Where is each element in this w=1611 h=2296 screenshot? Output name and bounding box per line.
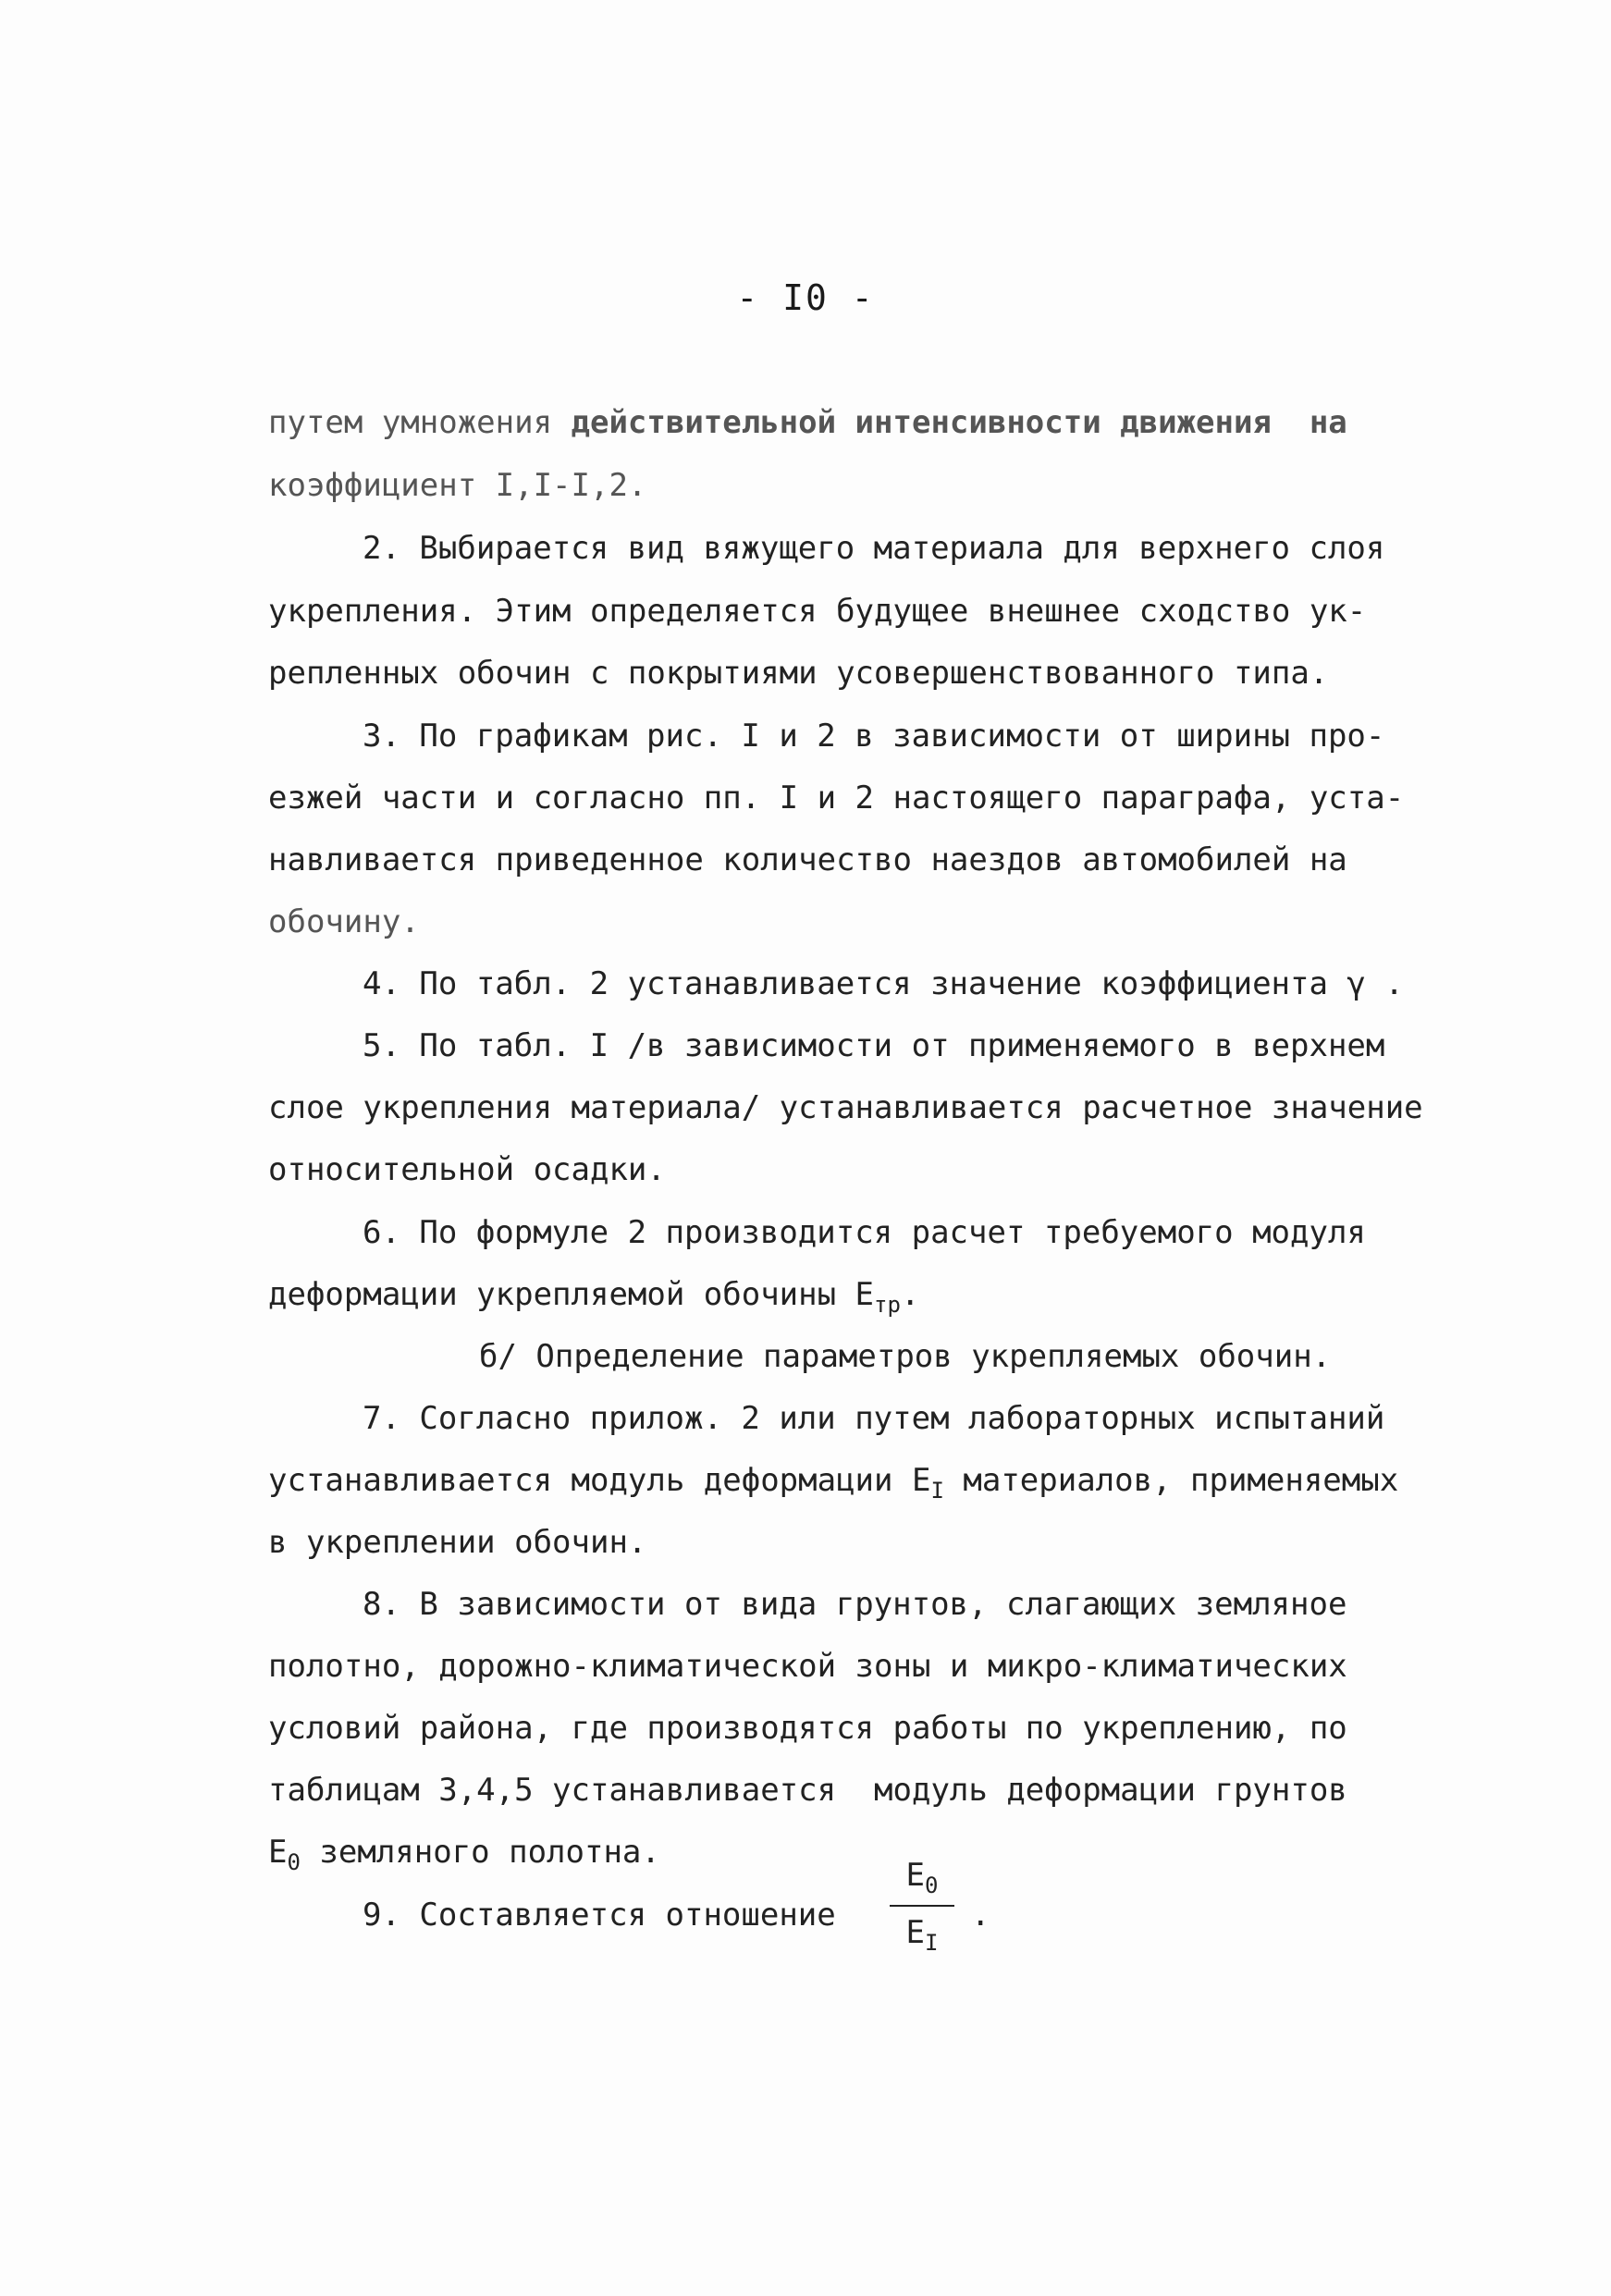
fraction-formula [890,1857,954,1956]
text-line-1 [268,404,1347,441]
text-line-3: 2. Выбирается вид вяжущего материала для верхнего слоя [363,530,1385,567]
text-line-10: 4. По табл. 2 устанавливается значение коэффициента γ . [363,965,1404,1002]
fraction-denominator-subscript: I [925,1930,939,1956]
text-line-17: 7. Согласно прилож. 2 или путем лабораторных испытаний [363,1400,1385,1437]
section-subheading: б/ Определение параметров укрепляемых обочин. [479,1338,1332,1375]
fraction-trailing-period: . [971,1897,990,1934]
text-line-6: 3. По графикам рис. I и 2 в зависимости от ширины про- [363,718,1385,755]
text-line-18-part-b: материалов, применяемых [943,1462,1399,1499]
text-line-15 [268,1276,920,1318]
text-line-22: условий района, где производятся работы по укреплению, по [268,1710,1347,1747]
text-line-20: 8. В зависимости от вида грунтов, слагающих земляное [363,1586,1347,1623]
fraction-denominator [890,1914,954,1956]
text-line-18 [268,1462,1399,1504]
text-line-4: укрепления. Этим определяется будущее внешнее сходство ук- [268,593,1367,630]
text-line-15-part-a: деформации укрепляемой обочины E [268,1276,875,1313]
text-line-24-part-a: E [268,1834,288,1871]
text-line-7: езжей части и согласно пп. I и 2 настоящего параграфа, уста- [268,780,1405,816]
text-line-12: слое укрепления материала/ устанавливается расчетное значение [268,1089,1423,1126]
text-line-2: коэффициент I,I-I,2. [268,467,647,504]
text-line-18-subscript: I [930,1478,944,1504]
fraction-numerator-subscript: 0 [925,1872,939,1898]
text-line-24-part-b: земляного полотна. [300,1834,660,1871]
page-number: - I0 - [736,277,875,318]
text-line-24 [268,1836,660,1873]
fraction-denominator-base: E [905,1914,926,1951]
text-line-15-part-b: . [900,1276,920,1313]
text-line-8: навливается приведенное количество наездов автомобилей на [268,841,1347,878]
text-line-23: таблицам 3,4,5 устанавливается модуль деформации грунтов [268,1772,1347,1809]
text-line-5: репленных обочин с покрытиями усовершенствованного типа. [268,655,1329,692]
fraction-numerator [890,1857,954,1899]
text-line-11: 5. По табл. I /в зависимости от применяемого в верхнем [363,1027,1385,1064]
text-line-1-part-b: действительной интенсивности движения на [571,404,1347,441]
text-line-18-part-a: устанавливается модуль деформации E [268,1462,931,1499]
text-line-25: 9. Составляется отношение [363,1897,836,1934]
text-line-21: полотно, дорожно-климатической зоны и микро-климатических [268,1648,1347,1685]
text-line-24-subscript: 0 [287,1849,301,1875]
text-line-19: в укреплении обочин. [268,1524,647,1561]
fraction-bar [890,1905,954,1907]
fraction-numerator-base: E [905,1857,926,1894]
text-line-14: 6. По формуле 2 производится расчет требуемого модуля [363,1214,1366,1251]
text-line-15-subscript: тр [874,1292,901,1318]
text-line-1-part-a: путем умножения [268,404,572,441]
text-line-9: обочину. [268,903,420,940]
text-line-13: относительной осадки. [268,1151,666,1188]
